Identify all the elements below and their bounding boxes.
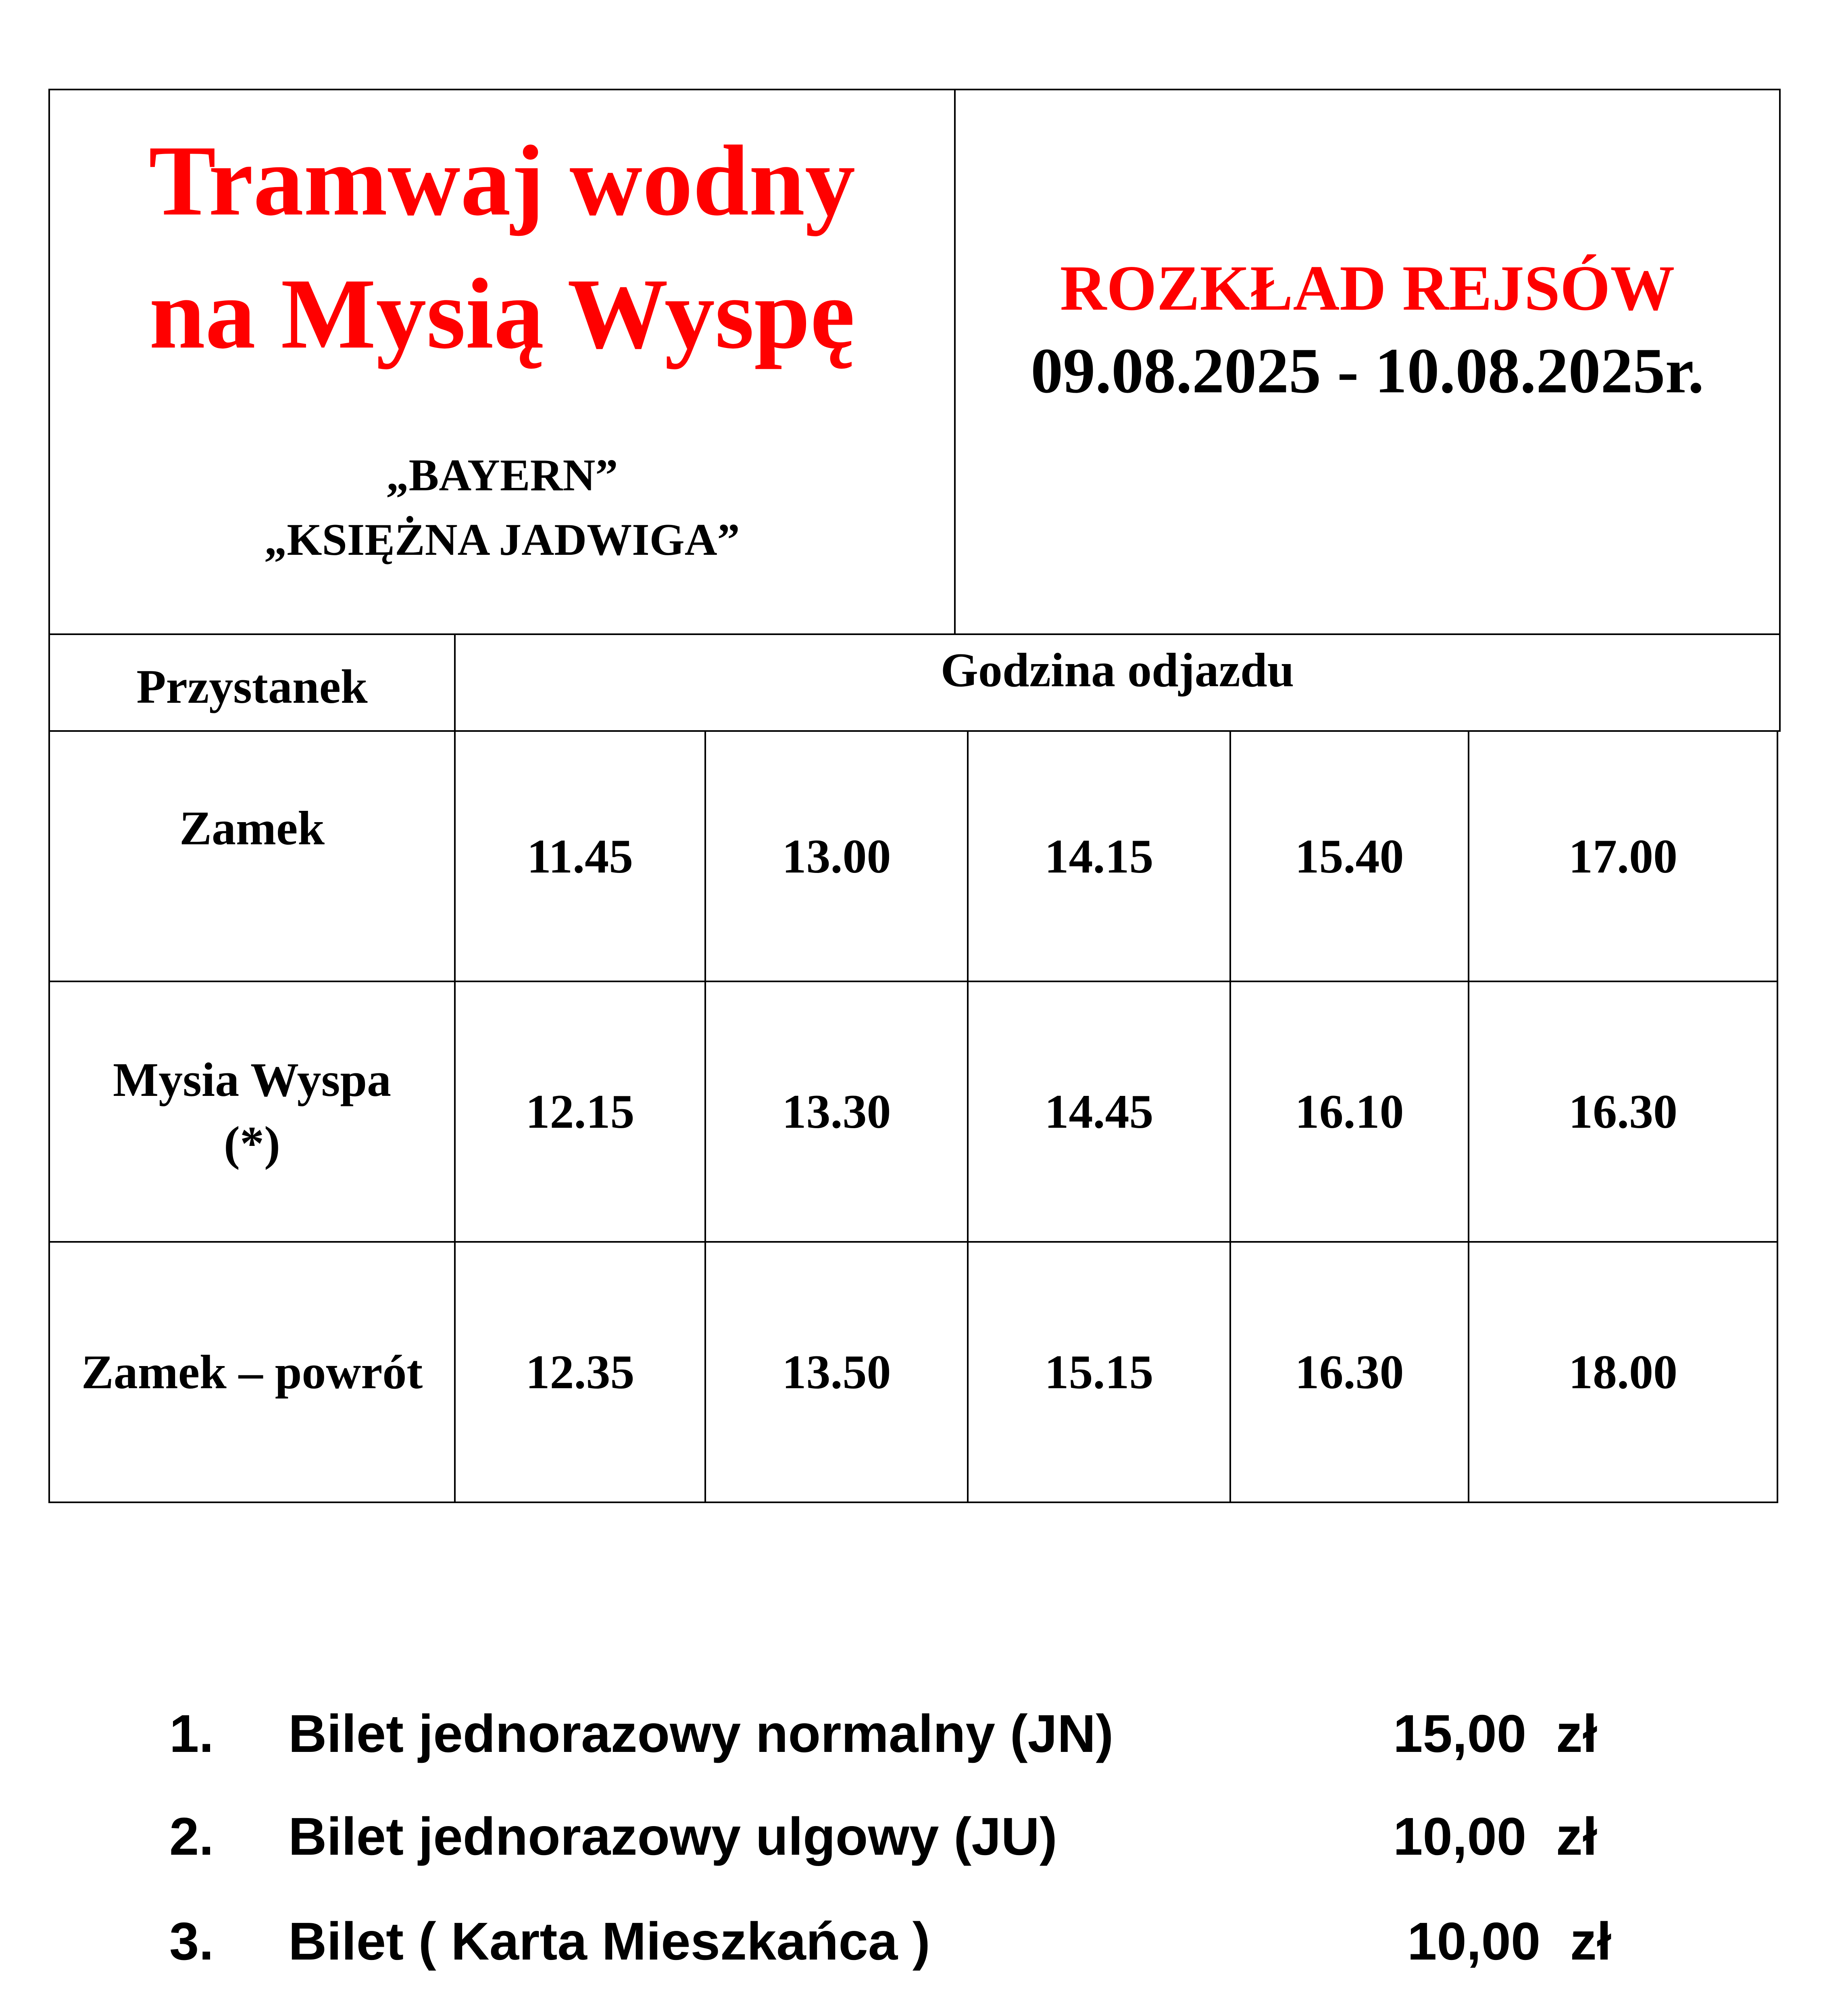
time-cell: 13.30 [704,981,969,1243]
schedule-dates: 09.08.2025 - 10.08.2025r. [1031,335,1704,406]
stop-cell: Zamek [48,730,456,982]
ticket-name: Bilet jednorazowy normalny (JN) [288,1704,1114,1763]
time-cell: 14.15 [967,730,1231,982]
time-cell: 16.10 [1229,981,1469,1243]
time-cell: 18.00 [1468,1241,1778,1503]
header-title-box [48,89,956,635]
time-cell: 11.45 [454,730,706,982]
time-cell: 13.50 [704,1241,969,1503]
ticket-price: 15,00 zł [1393,1704,1598,1763]
ticket-number: 2. [169,1807,214,1866]
header-schedule-box [954,89,1781,635]
time-cell: 15.40 [1229,730,1469,982]
time-cell: 12.15 [454,981,706,1243]
ticket-price: 10,00 zł [1407,1912,1612,1971]
time-cell: 17.00 [1468,730,1778,982]
time-cell: 15.15 [967,1241,1231,1503]
ticket-name: Bilet jednorazowy ulgowy (JU) [288,1807,1057,1866]
time-cell: 14.45 [967,981,1231,1243]
ticket-number: 1. [169,1704,214,1763]
stop-cell: Mysia Wyspa (*) [48,981,456,1243]
ship-names [50,443,954,572]
ticket-number: 3. [169,1912,214,1971]
time-cell: 13.00 [704,730,969,982]
ship-name-1: „BAYERN” [386,450,618,500]
title-line-2: na Mysią Wyspę [149,258,855,370]
stop-cell: Zamek – powrót [48,1241,456,1503]
time-cell: 16.30 [1468,981,1778,1243]
ticket-name: Bilet ( Karta Mieszkańca ) [288,1912,930,1971]
ticket-price: 10,00 zł [1393,1807,1598,1866]
time-cell: 12.35 [454,1241,706,1503]
title-line-1: Tramwaj wodny [148,125,856,237]
column-header-times: Godzina odjazdu [454,633,1781,732]
time-cell: 16.30 [1229,1241,1469,1503]
ship-name-2: „KSIĘŻNA JADWIGA” [264,515,740,565]
schedule-title: ROZKŁAD REJSÓW [1060,252,1675,324]
column-header-stop: Przystanek [48,633,456,732]
page-title [50,115,954,381]
